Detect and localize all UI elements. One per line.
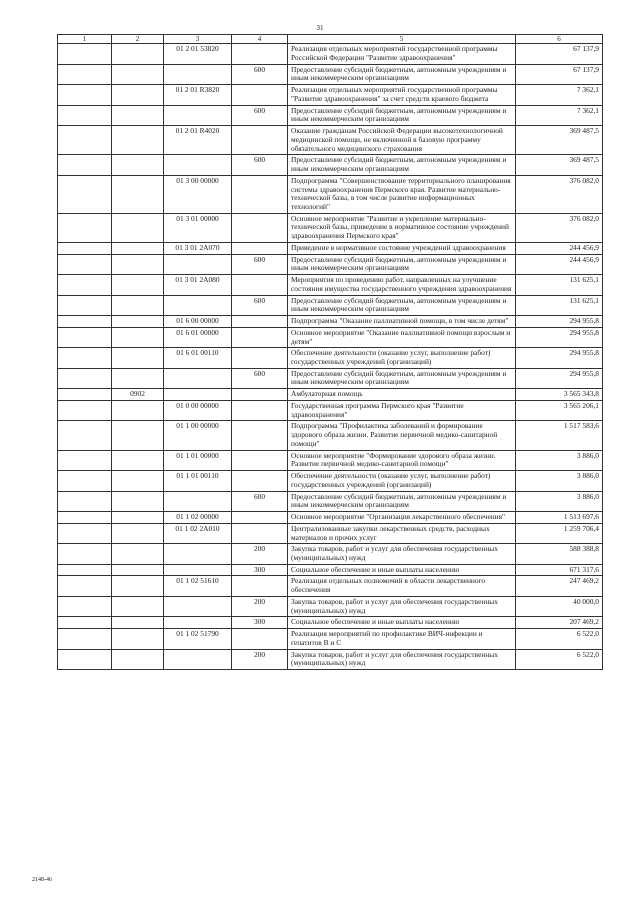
section-cell (58, 44, 112, 64)
subsection-cell (112, 649, 164, 669)
target-article-cell (164, 368, 232, 388)
target-article-cell (164, 105, 232, 125)
amount-cell: 369 487,5 (516, 126, 603, 155)
amount-cell: 3 565 206,1 (516, 400, 603, 420)
section-cell (58, 348, 112, 368)
subsection-cell (112, 576, 164, 596)
budget-table-body (58, 35, 603, 670)
section-cell (58, 213, 112, 242)
description-cell: Приведение в нормативное состояние учреждений здравоохранения (288, 242, 516, 254)
column-number: 4 (232, 35, 288, 44)
expense-type-cell: 600 (232, 155, 288, 175)
subsection-cell (112, 512, 164, 524)
target-article-cell (164, 544, 232, 564)
subsection-cell (112, 85, 164, 105)
table-row (58, 126, 603, 155)
amount-cell: 244 456,9 (516, 242, 603, 254)
description-cell: Предоставление субсидий бюджетным, автономным учреждениям и иным некоммерческим организациям (288, 368, 516, 388)
table-row (58, 512, 603, 524)
expense-type-cell: 200 (232, 596, 288, 616)
target-article-cell: 01 1 01 00000 (164, 450, 232, 470)
description-cell: Реализация отдельных полномочий в области лекарственного обеспечения (288, 576, 516, 596)
target-article-cell: 01 3 01 2А080 (164, 275, 232, 295)
table-row (58, 564, 603, 576)
column-number: 2 (112, 35, 164, 44)
table-row (58, 64, 603, 84)
description-cell: Предоставление субсидий бюджетным, автономным учреждениям и иным некоммерческим организациям (288, 105, 516, 125)
expense-type-cell: 600 (232, 254, 288, 274)
expense-type-cell (232, 316, 288, 328)
table-row (58, 155, 603, 175)
amount-cell: 1 513 697,6 (516, 512, 603, 524)
target-article-cell: 01 2 01 53820 (164, 44, 232, 64)
target-article-cell: 01 1 02 51790 (164, 629, 232, 649)
target-article-cell: 01 3 01 2А070 (164, 242, 232, 254)
target-article-cell (164, 596, 232, 616)
expense-type-cell: 300 (232, 564, 288, 576)
subsection-cell (112, 564, 164, 576)
subsection-cell (112, 421, 164, 450)
budget-table (57, 34, 603, 670)
amount-cell: 369 487,5 (516, 155, 603, 175)
amount-cell: 207 469,2 (516, 617, 603, 629)
section-cell (58, 85, 112, 105)
table-row (58, 295, 603, 315)
table-row (58, 85, 603, 105)
amount-cell: 67 137,9 (516, 44, 603, 64)
section-cell (58, 242, 112, 254)
expense-type-cell (232, 85, 288, 105)
table-row (58, 544, 603, 564)
target-article-cell: 01 1 00 00000 (164, 421, 232, 450)
amount-cell: 3 886,0 (516, 471, 603, 491)
expense-type-cell (232, 629, 288, 649)
table-row (58, 596, 603, 616)
target-article-cell (164, 295, 232, 315)
table-row (58, 450, 603, 470)
amount-cell: 1 517 583,6 (516, 421, 603, 450)
subsection-cell (112, 348, 164, 368)
description-cell: Амбулаторная помощь (288, 389, 516, 401)
description-cell: Социальное обеспечение и иные выплаты населению (288, 617, 516, 629)
description-cell: Предоставление субсидий бюджетным, автономным учреждениям и иным некоммерческим организациям (288, 155, 516, 175)
amount-cell: 1 259 706,4 (516, 523, 603, 543)
table-row (58, 523, 603, 543)
description-cell: Оказание гражданам Российской Федерации высокотехнологичной медицинской помощи, не включенной в базовую программу обязательного медицинского страхования (288, 126, 516, 155)
amount-cell: 294 955,8 (516, 368, 603, 388)
amount-cell: 244 456,9 (516, 254, 603, 274)
section-cell (58, 421, 112, 450)
amount-cell: 294 955,8 (516, 316, 603, 328)
amount-cell: 131 625,1 (516, 275, 603, 295)
table-row (58, 327, 603, 347)
expense-type-cell: 600 (232, 368, 288, 388)
expense-type-cell (232, 348, 288, 368)
description-cell: Основное мероприятие "Оказание паллиативной помощи взрослым и детям" (288, 327, 516, 347)
table-row (58, 471, 603, 491)
subsection-cell (112, 629, 164, 649)
section-cell (58, 576, 112, 596)
table-row (58, 175, 603, 213)
table-row (58, 629, 603, 649)
section-cell (58, 629, 112, 649)
table-row (58, 368, 603, 388)
amount-cell: 7 362,1 (516, 105, 603, 125)
section-cell (58, 327, 112, 347)
subsection-cell (112, 105, 164, 125)
expense-type-cell (232, 126, 288, 155)
expense-type-cell: 200 (232, 649, 288, 669)
section-cell (58, 126, 112, 155)
table-row (58, 242, 603, 254)
subsection-cell (112, 295, 164, 315)
description-cell: Реализация мероприятий по профилактике ВИЧ-инфекции и гепатитов В и С (288, 629, 516, 649)
description-cell: Подпрограмма "Оказание паллиативной помощи, в том числе детям" (288, 316, 516, 328)
amount-cell: 376 082,0 (516, 213, 603, 242)
expense-type-cell (232, 523, 288, 543)
target-article-cell (164, 254, 232, 274)
description-cell: Предоставление субсидий бюджетным, автономным учреждениям и иным некоммерческим организациям (288, 491, 516, 511)
expense-type-cell (232, 400, 288, 420)
target-article-cell (164, 64, 232, 84)
column-number: 5 (288, 35, 516, 44)
expense-type-cell (232, 242, 288, 254)
section-cell (58, 64, 112, 84)
section-cell (58, 175, 112, 213)
description-cell: Основное мероприятие "Развитие и укрепление материально-технической базы, приведение в нормативное состояние учреждений здравоохранения Пермского края" (288, 213, 516, 242)
expense-type-cell (232, 450, 288, 470)
amount-cell: 67 137,9 (516, 64, 603, 84)
expense-type-cell: 600 (232, 295, 288, 315)
description-cell: Подпрограмма "Совершенствование территориального планирования системы здравоохранения Пермского края. Развитие материально-технической базы, в том числе развитие информационных технологий" (288, 175, 516, 213)
description-cell: Реализация отдельных мероприятий государственной программы "Развитие здравоохранения" за счет средств краевого бюджета (288, 85, 516, 105)
section-cell (58, 400, 112, 420)
subsection-cell (112, 327, 164, 347)
amount-cell: 40 000,0 (516, 596, 603, 616)
description-cell: Подпрограмма "Профилактика заболеваний и формирование здорового образа жизни. Развитие первичной медико-санитарной помощи" (288, 421, 516, 450)
table-row (58, 400, 603, 420)
expense-type-cell: 600 (232, 64, 288, 84)
subsection-cell (112, 175, 164, 213)
expense-type-cell (232, 421, 288, 450)
target-article-cell: 01 6 01 00000 (164, 327, 232, 347)
section-cell (58, 389, 112, 401)
subsection-cell (112, 523, 164, 543)
subsection-cell (112, 491, 164, 511)
target-article-cell: 01 1 02 00000 (164, 512, 232, 524)
table-row (58, 44, 603, 64)
description-cell: Основное мероприятие "Организация лекарственного обеспечения" (288, 512, 516, 524)
section-cell (58, 471, 112, 491)
expense-type-cell (232, 389, 288, 401)
section-cell (58, 523, 112, 543)
table-row (58, 348, 603, 368)
section-cell (58, 295, 112, 315)
amount-cell: 3 886,0 (516, 450, 603, 470)
table-row (58, 105, 603, 125)
description-cell: Предоставление субсидий бюджетным, автономным учреждениям и иным некоммерческим организациям (288, 64, 516, 84)
section-cell (58, 450, 112, 470)
section-cell (58, 105, 112, 125)
target-article-cell: 01 1 02 51610 (164, 576, 232, 596)
table-row (58, 617, 603, 629)
table-row (58, 649, 603, 669)
description-cell: Предоставление субсидий бюджетным, автономным учреждениям и иным некоммерческим организациям (288, 295, 516, 315)
target-article-cell (164, 564, 232, 576)
amount-cell: 6 522,0 (516, 649, 603, 669)
target-article-cell: 01 1 01 00110 (164, 471, 232, 491)
expense-type-cell (232, 471, 288, 491)
subsection-cell (112, 368, 164, 388)
expense-type-cell: 300 (232, 617, 288, 629)
target-article-cell: 01 6 00 00000 (164, 316, 232, 328)
expense-type-cell (232, 327, 288, 347)
column-number: 1 (58, 35, 112, 44)
section-cell (58, 544, 112, 564)
column-number: 3 (164, 35, 232, 44)
target-article-cell: 01 2 01 R4020 (164, 126, 232, 155)
expense-type-cell (232, 213, 288, 242)
subsection-cell (112, 213, 164, 242)
column-number: 6 (516, 35, 603, 44)
subsection-cell (112, 254, 164, 274)
subsection-cell (112, 126, 164, 155)
amount-cell: 247 469,2 (516, 576, 603, 596)
section-cell (58, 617, 112, 629)
section-cell (58, 512, 112, 524)
amount-cell: 294 955,8 (516, 327, 603, 347)
section-cell (58, 491, 112, 511)
description-cell: Мероприятия по проведению работ, направленных на улучшение состояния имущества государственного учреждения здравоохранения (288, 275, 516, 295)
subsection-cell: 0902 (112, 389, 164, 401)
description-cell: Основное мероприятие "Формирование здорового образа жизни. Развитие первичной медико-санитарной помощи" (288, 450, 516, 470)
description-cell: Обеспечение деятельности (оказание услуг, выполнение работ) государственных учреждений (организаций) (288, 471, 516, 491)
table-row (58, 576, 603, 596)
target-article-cell (164, 155, 232, 175)
subsection-cell (112, 596, 164, 616)
description-cell: Государственная программа Пермского края "Развитие здравоохранения" (288, 400, 516, 420)
target-article-cell: 01 2 01 R3820 (164, 85, 232, 105)
section-cell (58, 564, 112, 576)
section-cell (58, 649, 112, 669)
target-article-cell (164, 617, 232, 629)
description-cell: Закупка товаров, работ и услуг для обеспечения государственных (муниципальных) нужд (288, 649, 516, 669)
amount-cell: 294 955,8 (516, 348, 603, 368)
section-cell (58, 275, 112, 295)
target-article-cell: 01 3 01 00000 (164, 213, 232, 242)
expense-type-cell: 200 (232, 544, 288, 564)
subsection-cell (112, 471, 164, 491)
description-cell: Реализация отдельных мероприятий государственной программы Российской Федерации "Развитие здравоохранения" (288, 44, 516, 64)
description-cell: Закупка товаров, работ и услуг для обеспечения государственных (муниципальных) нужд (288, 596, 516, 616)
target-article-cell (164, 649, 232, 669)
target-article-cell (164, 389, 232, 401)
section-cell (58, 368, 112, 388)
subsection-cell (112, 450, 164, 470)
description-cell: Обеспечение деятельности (оказание услуг, выполнение работ) государственных учреждений (организаций) (288, 348, 516, 368)
description-cell: Централизованные закупки лекарственных средств, расходных материалов и прочих услуг (288, 523, 516, 543)
column-number-row (58, 35, 603, 44)
table-row (58, 213, 603, 242)
table-row (58, 389, 603, 401)
page-number: 31 (316, 24, 324, 32)
amount-cell: 3 565 343,8 (516, 389, 603, 401)
subsection-cell (112, 617, 164, 629)
footer-code: 2148-46 (32, 877, 52, 883)
target-article-cell (164, 491, 232, 511)
section-cell (58, 596, 112, 616)
table-row (58, 316, 603, 328)
expense-type-cell (232, 44, 288, 64)
subsection-cell (112, 44, 164, 64)
section-cell (58, 254, 112, 274)
amount-cell: 671 317,6 (516, 564, 603, 576)
table-row (58, 275, 603, 295)
amount-cell: 131 625,1 (516, 295, 603, 315)
amount-cell: 3 886,0 (516, 491, 603, 511)
expense-type-cell: 600 (232, 105, 288, 125)
amount-cell: 376 082,0 (516, 175, 603, 213)
expense-type-cell (232, 175, 288, 213)
target-article-cell: 01 1 02 2А010 (164, 523, 232, 543)
subsection-cell (112, 400, 164, 420)
description-cell: Закупка товаров, работ и услуг для обеспечения государственных (муниципальных) нужд (288, 544, 516, 564)
subsection-cell (112, 544, 164, 564)
target-article-cell: 01 0 00 00000 (164, 400, 232, 420)
target-article-cell: 01 3 00 00000 (164, 175, 232, 213)
amount-cell: 7 362,1 (516, 85, 603, 105)
amount-cell: 6 522,0 (516, 629, 603, 649)
subsection-cell (112, 275, 164, 295)
subsection-cell (112, 155, 164, 175)
subsection-cell (112, 316, 164, 328)
description-cell: Социальное обеспечение и иные выплаты населению (288, 564, 516, 576)
expense-type-cell (232, 275, 288, 295)
subsection-cell (112, 64, 164, 84)
table-row (58, 421, 603, 450)
expense-type-cell (232, 576, 288, 596)
expense-type-cell: 600 (232, 491, 288, 511)
table-row (58, 254, 603, 274)
table-row (58, 491, 603, 511)
description-cell: Предоставление субсидий бюджетным, автономным учреждениям и иным некоммерческим организациям (288, 254, 516, 274)
section-cell (58, 155, 112, 175)
expense-type-cell (232, 512, 288, 524)
amount-cell: 588 388,8 (516, 544, 603, 564)
target-article-cell: 01 6 01 00110 (164, 348, 232, 368)
subsection-cell (112, 242, 164, 254)
section-cell (58, 316, 112, 328)
